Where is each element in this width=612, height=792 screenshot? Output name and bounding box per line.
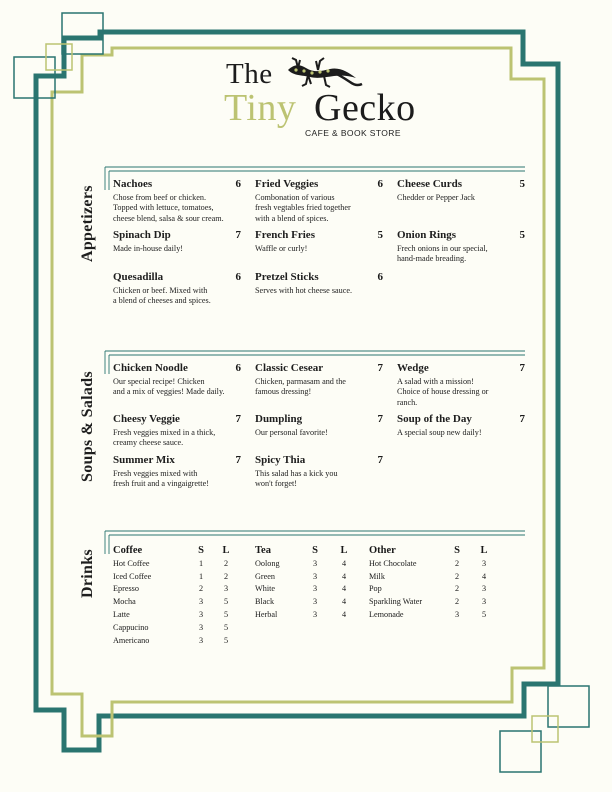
- item-name: Pretzel Sticks: [255, 271, 319, 283]
- item-price: 6: [377, 271, 383, 283]
- logo-subtitle: CAFE & BOOK STORE: [305, 128, 401, 138]
- item-desc: Our personal favorite!: [255, 428, 328, 437]
- item-price: 5: [377, 229, 383, 241]
- item-name: French Fries: [255, 229, 315, 241]
- drinks-column-title: Coffee: [113, 544, 143, 556]
- drinks-header: [369, 543, 499, 557]
- item-name: Dumpling: [255, 413, 303, 425]
- drink-row: Iced Coffee 1 2: [113, 571, 229, 581]
- item-desc: A salad with a mission! Choice of house dressing or ranch.: [397, 377, 489, 407]
- item-name: Wedge: [397, 362, 429, 374]
- item-name: Spicy Thia: [255, 454, 306, 466]
- item-desc: Made in-house daily!: [113, 244, 184, 253]
- size-s-label: S: [454, 544, 460, 556]
- item-desc: This salad has a kick you won't forget!: [255, 469, 338, 489]
- menu-item: [397, 229, 525, 265]
- item-price: 5: [519, 229, 525, 241]
- menu-item: [255, 271, 383, 296]
- section-title-appetizers: Appetizers: [79, 185, 96, 262]
- drink-row: Mocha 3 5: [113, 597, 229, 607]
- item-name: Classic Cesear: [255, 362, 324, 374]
- item-name: Nachoes: [113, 178, 153, 190]
- item-price: 6: [235, 271, 241, 283]
- drinks-column-coffee: [113, 543, 243, 647]
- drink-row: Americano 3 5: [113, 635, 229, 645]
- item-price: 7: [377, 362, 383, 374]
- size-s-label: S: [312, 544, 318, 556]
- size-l-label: L: [480, 544, 488, 556]
- drink-row: Cappucino 3 5: [113, 622, 229, 632]
- menu-item: [255, 454, 383, 490]
- item-desc: Chose from beef or chicken. Topped with lettuce, tomatoes, cheese blend, salsa & sour cream.: [113, 193, 224, 223]
- drink-row: Lemonade 3 5: [369, 610, 487, 620]
- item-desc: Chedder or Pepper Jack: [397, 193, 475, 202]
- drink-row: Hot Coffee 1 2: [113, 558, 229, 568]
- item-price: 6: [235, 178, 241, 190]
- drink-row: Oolong 3 4: [255, 558, 347, 568]
- menu-item: [113, 229, 241, 254]
- drink-row: Hot Chocolate 2 3: [369, 558, 487, 568]
- size-s-label: S: [198, 544, 204, 556]
- drink-row: Sparkling Water 2 3: [369, 597, 487, 607]
- menu-item: [113, 178, 241, 224]
- menu-item: [255, 413, 383, 438]
- item-name: Summer Mix: [113, 454, 175, 466]
- item-desc: Combonation of various fresh vegtables fried together with a blend of spices.: [255, 193, 351, 223]
- drink-row: Milk 2 4: [369, 571, 487, 581]
- drinks-column-title: Other: [369, 544, 396, 556]
- drinks-column-title: Tea: [255, 544, 271, 556]
- drink-row: Latte 3 5: [113, 610, 229, 620]
- logo-the: The: [226, 58, 273, 90]
- item-name: Spinach Dip: [113, 229, 171, 241]
- menu-item: [255, 178, 383, 224]
- section-title-drinks: Drinks: [79, 549, 96, 598]
- menu-item: [113, 362, 241, 398]
- drink-row: Pop 2 3: [369, 584, 487, 594]
- drink-row: Epresso 2 3: [113, 584, 229, 594]
- menu-item: [113, 454, 241, 490]
- logo-gecko: Gecko: [314, 87, 416, 129]
- logo-tiny: Tiny: [224, 87, 297, 129]
- drinks-header: [113, 543, 243, 557]
- menu-item: [113, 271, 241, 307]
- item-name: Quesadilla: [113, 271, 164, 283]
- drinks-column-other: [369, 543, 499, 621]
- item-desc: Chicken or beef. Mixed with a blend of cheeses and spices.: [113, 286, 211, 306]
- item-price: 7: [377, 413, 383, 425]
- item-name: Soup of the Day: [397, 413, 472, 425]
- item-desc: Fresh veggies mixed in a thick, creamy cheese sauce.: [113, 428, 216, 448]
- menu-item: [255, 229, 383, 254]
- item-desc: Fresh veggies mixed with fresh fruit and a vingaigrette!: [113, 469, 209, 489]
- item-desc: Waffle or curly!: [255, 244, 308, 253]
- size-l-label: L: [222, 544, 230, 556]
- item-name: Onion Rings: [397, 229, 456, 241]
- menu-item: [397, 362, 525, 408]
- menu-item: [255, 362, 383, 398]
- item-price: 7: [519, 362, 525, 374]
- section-title-soups: Soups & Salads: [79, 371, 96, 482]
- item-price: 7: [377, 454, 383, 466]
- item-price: 6: [235, 362, 241, 374]
- item-price: 6: [377, 178, 383, 190]
- drink-row: Herbal 3 4: [255, 610, 347, 620]
- item-desc: A special soup new daily!: [397, 428, 482, 437]
- menu-item: [397, 413, 525, 438]
- drinks-column-tea: [255, 543, 363, 621]
- item-name: Cheesy Veggie: [113, 413, 180, 425]
- item-desc: Serves with hot cheese sauce.: [255, 286, 353, 295]
- item-price: 7: [235, 454, 241, 466]
- menu-item: [397, 178, 525, 203]
- item-desc: Our special recipe! Chicken and a mix of veggies! Made daily.: [113, 377, 225, 397]
- drinks-header: [255, 543, 363, 557]
- item-desc: Frech onions in our special, hand-made breading.: [397, 244, 488, 264]
- item-name: Chicken Noodle: [113, 362, 188, 374]
- size-l-label: L: [340, 544, 348, 556]
- item-price: 7: [519, 413, 525, 425]
- drink-row: Green 3 4: [255, 571, 347, 581]
- menu-item: [113, 413, 241, 449]
- logo: [0, 0, 612, 150]
- gecko-icon: [284, 56, 364, 90]
- item-name: Cheese Curds: [397, 178, 463, 190]
- item-price: 7: [235, 229, 241, 241]
- item-price: 5: [519, 178, 525, 190]
- item-price: 7: [235, 413, 241, 425]
- item-desc: Chicken, parmasam and the famous dressing!: [255, 377, 346, 397]
- item-name: Fried Veggies: [255, 178, 319, 190]
- drink-row: White 3 4: [255, 584, 347, 594]
- drink-row: Black 3 4: [255, 597, 347, 607]
